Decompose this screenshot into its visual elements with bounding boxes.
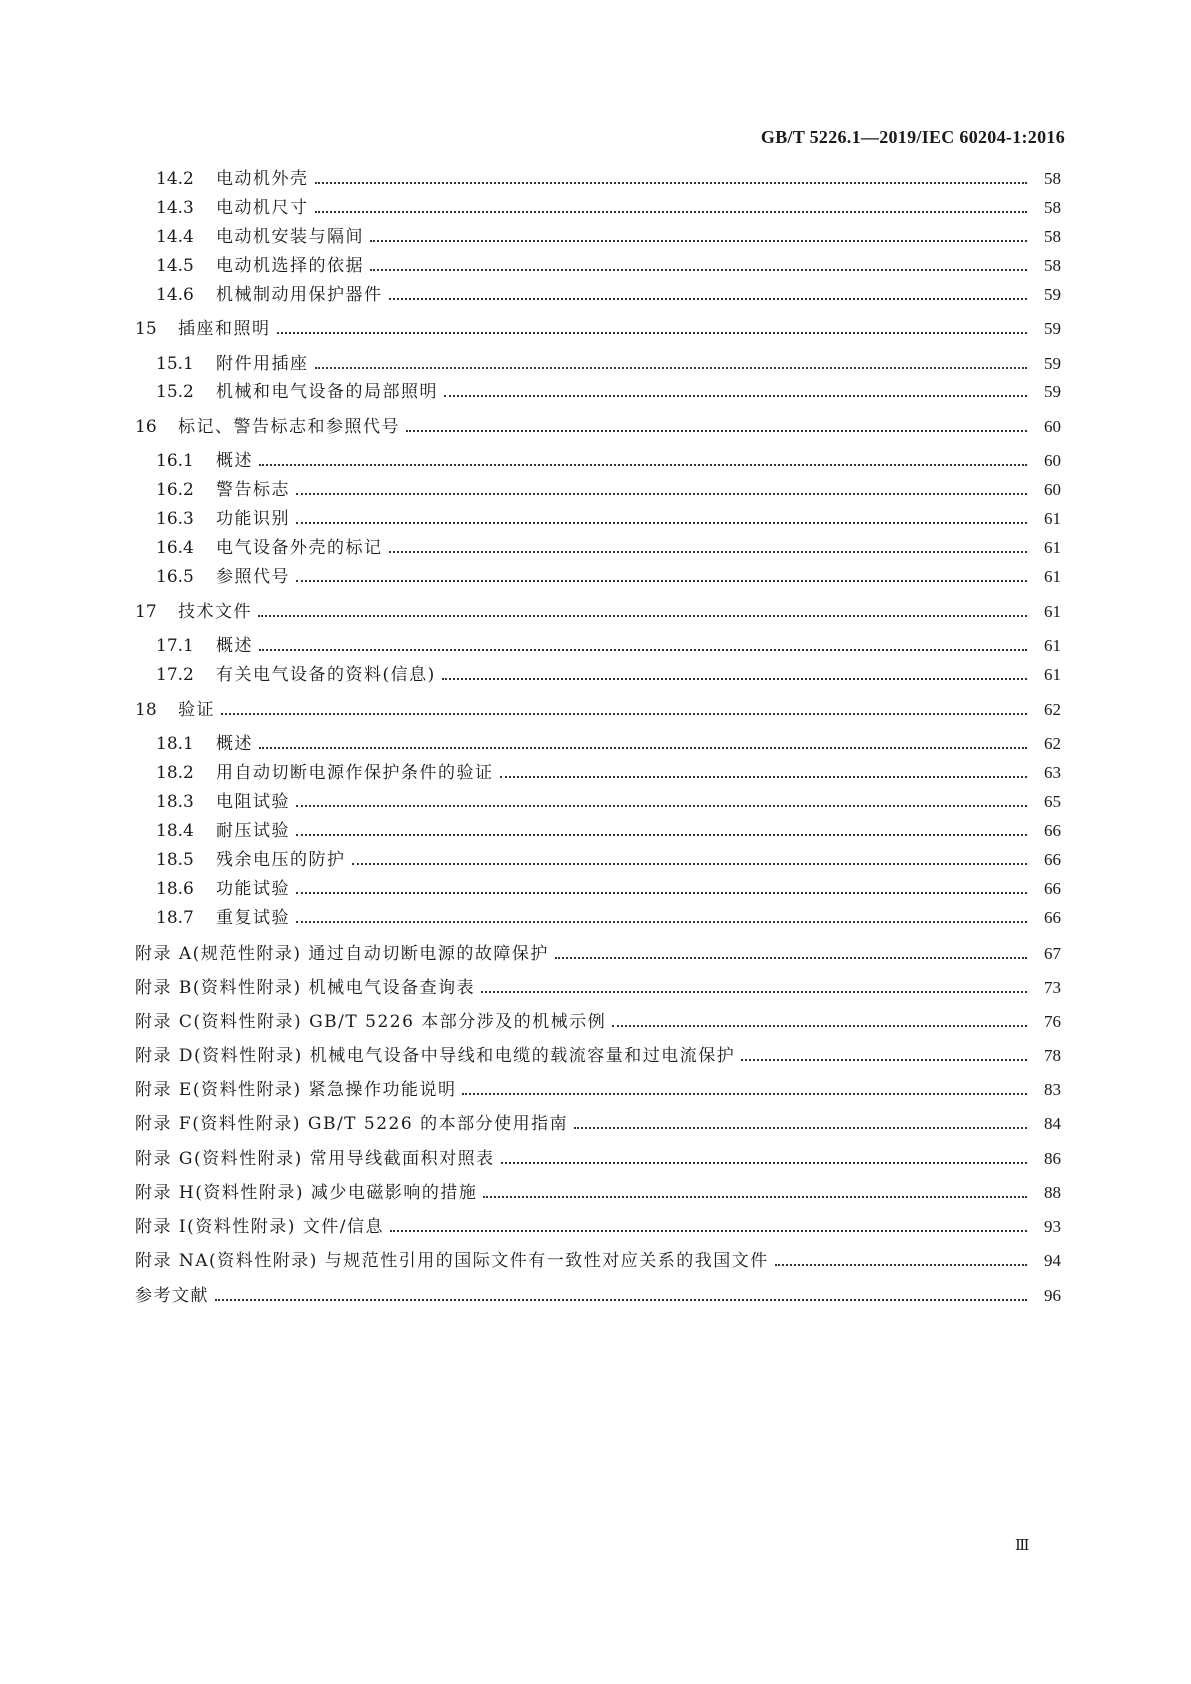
toc-entry-title: 概述 — [216, 636, 253, 656]
toc-entry-title: 附录 H(资料性附录) 减少电磁影响的措施 — [135, 1183, 478, 1203]
toc-entry-number: 14.4 — [156, 227, 194, 247]
toc-entry-number: 14.3 — [156, 198, 194, 218]
toc-entry[interactable] — [156, 901, 1061, 929]
toc-entry-page: 61 — [1044, 636, 1061, 655]
dot-leader — [370, 269, 1027, 271]
toc-entry-title: 参考文献 — [135, 1286, 209, 1306]
dot-leader — [390, 1230, 1027, 1232]
toc-entry-title: 电动机选择的依据 — [216, 256, 364, 276]
toc-entry-page: 60 — [1044, 417, 1061, 436]
dot-leader — [555, 957, 1027, 959]
toc-entry[interactable] — [156, 249, 1061, 277]
toc-entry[interactable] — [135, 1073, 1061, 1101]
toc-entry-title: 附录 D(资料性附录) 机械电气设备中导线和电缆的载流容量和过电流保护 — [135, 1046, 736, 1066]
dot-leader — [296, 834, 1027, 836]
dot-leader — [389, 551, 1028, 553]
toc-entry[interactable] — [156, 162, 1061, 190]
toc-entry-number: 16.4 — [156, 538, 194, 558]
toc-entry-title: 机械制动用保护器件 — [216, 285, 383, 305]
toc-entry[interactable] — [156, 220, 1061, 248]
toc-entry-title: 概述 — [216, 451, 253, 471]
toc-entry-page: 59 — [1044, 382, 1061, 401]
toc-entry[interactable] — [135, 1244, 1061, 1272]
toc-entry[interactable] — [135, 693, 1061, 721]
toc-entry-title: 残余电压的防护 — [216, 850, 346, 870]
toc-entry-number: 17.1 — [156, 636, 194, 656]
toc-entry-number: 15.2 — [156, 382, 194, 402]
dot-leader — [741, 1059, 1027, 1061]
dot-leader — [315, 211, 1028, 213]
dot-leader — [296, 805, 1027, 807]
dot-leader — [444, 395, 1027, 397]
toc-entry[interactable] — [135, 1176, 1061, 1204]
toc-entry-title: 附件用插座 — [216, 354, 309, 374]
toc-entry[interactable] — [156, 531, 1061, 559]
dot-leader — [315, 182, 1028, 184]
toc-entry[interactable] — [156, 872, 1061, 900]
toc-entry-number: 17.2 — [156, 665, 194, 685]
dot-leader — [296, 580, 1027, 582]
toc-entry-page: 61 — [1044, 509, 1061, 528]
dot-leader — [406, 430, 1027, 432]
toc-entry-page: 73 — [1044, 978, 1061, 997]
toc-entry[interactable] — [135, 971, 1061, 999]
dot-leader — [315, 367, 1028, 369]
toc-entry-number: 15 — [135, 319, 157, 339]
toc-entry-page: 66 — [1044, 850, 1061, 869]
dot-leader — [500, 776, 1028, 778]
dot-leader — [462, 1093, 1027, 1095]
toc-entry-page: 61 — [1044, 665, 1061, 684]
toc-entry-page: 59 — [1044, 319, 1061, 338]
toc-entry-title: 参照代号 — [216, 567, 290, 587]
toc-entry-number: 18 — [135, 700, 157, 720]
dot-leader — [574, 1127, 1027, 1129]
toc-entry-page: 61 — [1044, 538, 1061, 557]
toc-entry[interactable] — [156, 658, 1061, 686]
toc-entry-page: 63 — [1044, 763, 1061, 782]
toc-entry-number: 17 — [135, 602, 157, 622]
toc-entry[interactable] — [156, 843, 1061, 871]
toc-entry[interactable] — [135, 410, 1061, 438]
toc-entry-page: 66 — [1044, 908, 1061, 927]
dot-leader — [775, 1264, 1027, 1266]
toc-entry-page: 78 — [1044, 1046, 1061, 1065]
toc-entry-number: 16.1 — [156, 451, 194, 471]
toc-entry-number: 18.7 — [156, 908, 194, 928]
toc-entry[interactable] — [156, 473, 1061, 501]
document-header: GB/T 5226.1—2019/IEC 60204-1:2016 — [760, 127, 1065, 147]
toc-entry-title: 警告标志 — [216, 480, 290, 500]
toc-entry-page: 59 — [1044, 354, 1061, 373]
toc-entry-title: 附录 I(资料性附录) 文件/信息 — [135, 1217, 385, 1237]
toc-entry[interactable] — [156, 375, 1061, 403]
dot-leader — [296, 921, 1027, 923]
toc-entry-page: 59 — [1044, 285, 1061, 304]
toc-entry-page: 66 — [1044, 879, 1061, 898]
dot-leader — [296, 522, 1027, 524]
toc-entry-number: 15.1 — [156, 354, 194, 374]
toc-entry[interactable] — [156, 727, 1061, 755]
toc-entry[interactable] — [156, 444, 1061, 472]
toc-entry[interactable] — [135, 1279, 1061, 1307]
toc-entry-title: 附录 A(规范性附录) 通过自动切断电源的故障保护 — [135, 944, 549, 964]
toc-entry-title: 电动机外壳 — [216, 169, 309, 189]
dot-leader — [389, 298, 1028, 300]
toc-entry-page: 65 — [1044, 792, 1061, 811]
toc-entry-title: 有关电气设备的资料(信息) — [216, 665, 436, 685]
toc-entry-number: 18.4 — [156, 821, 194, 841]
toc-entry-title: 功能识别 — [216, 509, 290, 529]
toc-entry[interactable] — [135, 1210, 1061, 1238]
dot-leader — [481, 991, 1027, 993]
toc-entry-number: 14.5 — [156, 256, 194, 276]
dot-leader — [296, 493, 1027, 495]
toc-entry-page: 76 — [1044, 1012, 1061, 1031]
toc-entry-number: 16.3 — [156, 509, 194, 529]
dot-leader — [501, 1162, 1027, 1164]
toc-entry-page: 60 — [1044, 451, 1061, 470]
toc-entry[interactable] — [135, 1142, 1061, 1170]
toc-entry-page: 58 — [1044, 256, 1061, 275]
dot-leader — [259, 649, 1027, 651]
toc-entry-page: 62 — [1044, 700, 1061, 719]
dot-leader — [215, 1299, 1027, 1301]
dot-leader — [296, 892, 1027, 894]
toc-entry-title: 技术文件 — [178, 602, 252, 622]
toc-entry-page: 67 — [1044, 944, 1061, 963]
toc-entry-number: 16.2 — [156, 480, 194, 500]
toc-entry-page: 62 — [1044, 734, 1061, 753]
toc-entry-title: 电阻试验 — [216, 792, 290, 812]
dot-leader — [259, 747, 1027, 749]
toc-entry-page: 86 — [1044, 1149, 1061, 1168]
toc-entry-number: 16.5 — [156, 567, 194, 587]
toc-entry-title: 附录 B(资料性附录) 机械电气设备查询表 — [135, 978, 476, 998]
toc-entry[interactable] — [156, 191, 1061, 219]
dot-leader — [352, 863, 1028, 865]
toc-entry-page: 83 — [1044, 1080, 1061, 1099]
toc-entry-title: 电动机安装与隔间 — [216, 227, 364, 247]
toc-entry-page: 66 — [1044, 821, 1061, 840]
dot-leader — [483, 1196, 1027, 1198]
toc-entry-number: 14.6 — [156, 285, 194, 305]
toc-entry-number: 16 — [135, 417, 157, 437]
toc-entry[interactable] — [156, 756, 1061, 784]
toc-entry[interactable] — [156, 629, 1061, 657]
toc-entry-number: 18.1 — [156, 734, 194, 754]
dot-leader — [442, 678, 1027, 680]
page-folio: Ⅲ — [1015, 1538, 1030, 1554]
toc-entry-title: 用自动切断电源作保护条件的验证 — [216, 763, 494, 783]
dot-leader — [370, 240, 1027, 242]
toc-entry[interactable] — [135, 937, 1061, 965]
toc-entry-page: 88 — [1044, 1183, 1061, 1202]
toc-entry[interactable] — [156, 278, 1061, 306]
toc-entry[interactable] — [156, 560, 1061, 588]
toc-entry-title: 附录 F(资料性附录) GB/T 5226 的本部分使用指南 — [135, 1114, 569, 1134]
toc-entry-number: 14.2 — [156, 169, 194, 189]
toc-entry-number: 18.3 — [156, 792, 194, 812]
toc-entry[interactable] — [156, 502, 1061, 530]
dot-leader — [259, 464, 1027, 466]
toc-entry-title: 概述 — [216, 734, 253, 754]
toc-entry-title: 标记、警告标志和参照代号 — [178, 417, 400, 437]
toc-entry-title: 附录 G(资料性附录) 常用导线截面积对照表 — [135, 1149, 495, 1169]
toc-entry-title: 附录 E(资料性附录) 紧急操作功能说明 — [135, 1080, 457, 1100]
dot-leader — [258, 615, 1027, 617]
toc-entry-page: 94 — [1044, 1251, 1061, 1270]
toc-entry[interactable] — [156, 814, 1061, 842]
toc-entry[interactable] — [156, 347, 1061, 375]
dot-leader — [277, 332, 1028, 334]
toc-entry-title: 电气设备外壳的标记 — [216, 538, 383, 558]
toc-entry-title: 机械和电气设备的局部照明 — [216, 382, 438, 402]
toc-entry[interactable] — [135, 312, 1061, 340]
dot-leader — [221, 713, 1027, 715]
toc-entry-page: 84 — [1044, 1114, 1061, 1133]
toc-entry[interactable] — [135, 1005, 1061, 1033]
toc-entry-title: 插座和照明 — [178, 319, 271, 339]
toc-entry-title: 附录 NA(资料性附录) 与规范性引用的国际文件有一致性对应关系的我国文件 — [135, 1251, 769, 1271]
toc-entry[interactable] — [156, 785, 1061, 813]
toc-entry-title: 功能试验 — [216, 879, 290, 899]
toc-entry-page: 96 — [1044, 1286, 1061, 1305]
toc-entry-page: 58 — [1044, 198, 1061, 217]
toc-entry-page: 60 — [1044, 480, 1061, 499]
toc-entry-number: 18.2 — [156, 763, 194, 783]
toc-entry-number: 18.6 — [156, 879, 194, 899]
toc-entry-number: 18.5 — [156, 850, 194, 870]
toc-entry-page: 93 — [1044, 1217, 1061, 1236]
toc-entry-title: 验证 — [178, 700, 215, 720]
toc-entry-title: 重复试验 — [216, 908, 290, 928]
toc-entry-title: 耐压试验 — [216, 821, 290, 841]
toc-entry[interactable] — [135, 595, 1061, 623]
toc-entry-page: 58 — [1044, 169, 1061, 188]
toc-entry-page: 61 — [1044, 567, 1061, 586]
toc-entry-page: 61 — [1044, 602, 1061, 621]
toc-entry-title: 电动机尺寸 — [216, 198, 309, 218]
dot-leader — [612, 1025, 1027, 1027]
toc-entry-title: 附录 C(资料性附录) GB/T 5226 本部分涉及的机械示例 — [135, 1012, 607, 1032]
toc-entry[interactable] — [135, 1107, 1061, 1135]
toc-entry-page: 58 — [1044, 227, 1061, 246]
toc-entry[interactable] — [135, 1039, 1061, 1067]
